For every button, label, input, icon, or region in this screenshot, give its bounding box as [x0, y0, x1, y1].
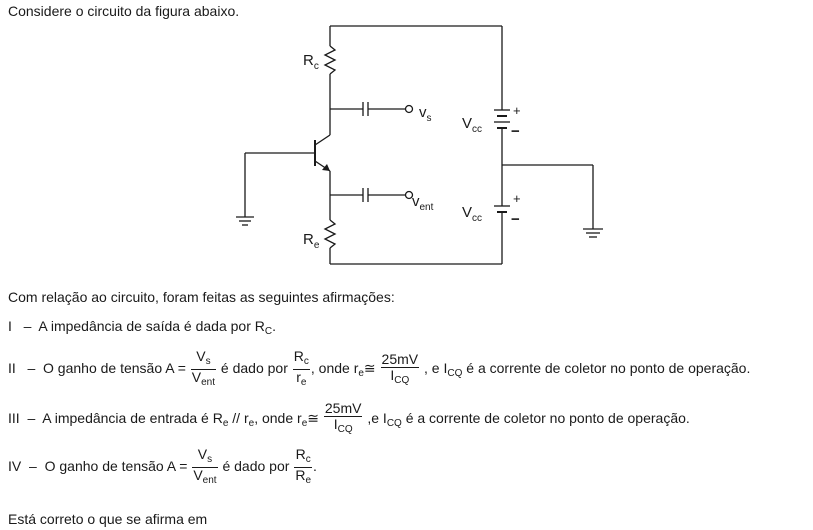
rc-re-fraction: $\frac{R_c}{R_e}$ — [295, 446, 311, 486]
emitter-arrow — [322, 164, 330, 171]
statement-4: IV – O ganho de tensão A = $\frac{V_s}{V_{ent}}$ é dado por $\frac{R_c}{R_e}$ . — [8, 446, 317, 486]
vcc-bottom-label: $V_{cc}$ — [462, 204, 483, 224]
statement-1: I – A impedância de saída é dada por $R_C$. — [8, 318, 276, 337]
minus-top: − — [511, 123, 520, 140]
rc-label: $R_c$ — [303, 52, 319, 72]
re-resistor — [325, 220, 335, 248]
vcc-top-label: $V_{cc}$ — [462, 115, 483, 135]
plus-bottom: + — [513, 191, 521, 206]
re-formula-fraction: $\frac{25mV}{I_{CQ}}$ — [324, 400, 362, 436]
rc-resistor — [325, 46, 335, 74]
re-label: $R_e$ — [303, 231, 320, 251]
re-formula-fraction: $\frac{25mV}{I_{CQ}}$ — [381, 350, 419, 386]
statement-2: II – O ganho de tensão A = $\frac{V_s}{V_{ent}}$ é dado por $\frac{R_c}{r_e}$ , onde $r_e≅$ $\frac{25mV}{I_{CQ}}$ , e $I_{CQ}$ é a corrente de coletor no ponto de operação. — [8, 348, 751, 388]
vs-label: $v_s$ — [419, 104, 432, 124]
plus-top: + — [513, 103, 521, 118]
gain-fraction: $\frac{V_s}{V_{ent}}$ — [193, 446, 217, 486]
circuit-diagram — [230, 22, 610, 272]
vs-terminal — [406, 106, 413, 113]
question-text: Está correto o que se afirma em — [8, 511, 208, 527]
gain-fraction: $\frac{V_s}{V_{ent}}$ — [191, 348, 216, 388]
statement-3: III – A impedância de entrada é $R_e // r_e$, onde $r_e≅$ $\frac{25mV}{I_{CQ}}$ ,e $I_{CQ}$ é a corrente de coletor no ponto de operação. — [8, 400, 690, 436]
rc-re-fraction: $\frac{R_c}{r_e}$ — [293, 348, 309, 388]
lead-text: Com relação ao circuito, foram feitas as seguintes afirmações: — [8, 289, 395, 305]
vent-label: $v_{ent}$ — [412, 193, 434, 213]
intro-text: Considere o circuito da figura abaixo. — [8, 3, 240, 19]
minus-bottom: − — [511, 211, 520, 228]
